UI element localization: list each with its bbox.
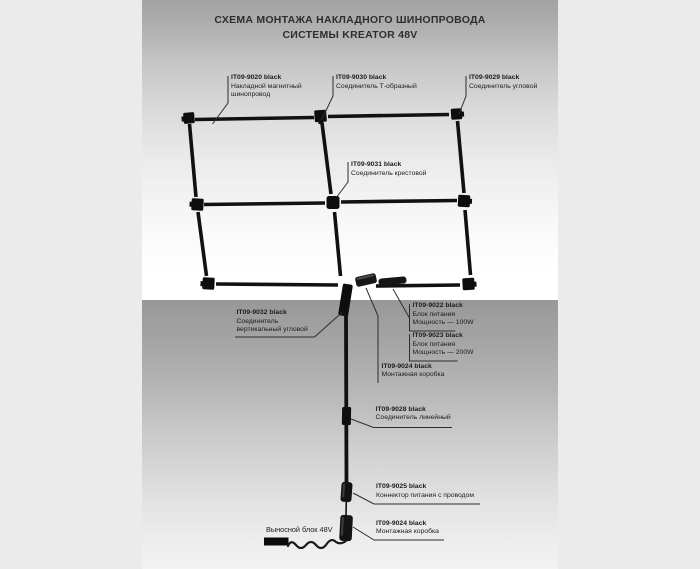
product-desc: Соединитель угловой	[469, 82, 538, 90]
product-code: IT09-9031 black	[351, 161, 402, 168]
product-code: IT09-9029 black	[469, 74, 520, 81]
product-desc: Накладной магнитный	[231, 82, 302, 90]
track-segment	[190, 124, 197, 197]
track-segment	[216, 284, 338, 285]
mounting-box-bottom-icon	[339, 515, 353, 542]
wall-track-line	[346, 314, 347, 483]
label-it09-9022	[413, 302, 474, 328]
label-it09-9024-mid	[382, 363, 445, 380]
product-desc: Мощность — 200W	[412, 349, 474, 357]
remote-psu-block-icon	[264, 538, 289, 546]
t-connector-icon	[189, 198, 204, 211]
product-desc: Соединитель линейный	[375, 414, 451, 422]
power-cord-wave	[288, 540, 346, 548]
product-code: IT09-9023 black	[412, 332, 463, 339]
label-it09-9028	[376, 406, 451, 423]
product-code: IT09-9025 black	[376, 483, 427, 490]
diagram-image	[142, 0, 558, 569]
track-segment	[465, 210, 471, 275]
track-segment	[322, 123, 331, 194]
cross-connector-icon	[326, 195, 340, 209]
product-code: IT09-9028 black	[375, 405, 426, 413]
product-desc: Блок питания	[412, 340, 456, 348]
track-segment	[341, 201, 457, 203]
corner-connector-icon	[181, 112, 195, 124]
product-code: IT09-9030 black	[336, 74, 387, 81]
product-desc: Соединитель крестовой	[351, 169, 427, 177]
corner-connector-icon	[200, 277, 215, 290]
product-desc: Соединитель	[236, 317, 279, 325]
label-it09-9030	[336, 74, 417, 91]
product-desc: Коннектор питания с проводом	[376, 491, 475, 499]
title-line-2: СИСТЕМЫ KREATOR 48V	[282, 29, 418, 41]
product-code: IT09-9024 black	[381, 362, 432, 370]
corner-connector-icon	[451, 108, 465, 120]
track-segment	[376, 285, 460, 286]
title-line-1: СХЕМА МОНТАЖА НАКЛАДНОГО ШИНОПРОВОДА	[214, 14, 486, 26]
product-code: IT09-9024 black	[376, 519, 427, 527]
track-segment	[195, 118, 314, 120]
callout-line-9024-mid	[366, 288, 378, 383]
vertical-corner-connector-icon	[338, 283, 353, 316]
product-desc: Монтажная коробка	[381, 371, 445, 379]
label-it09-9029	[469, 74, 537, 91]
product-code: IT09-9022 black	[412, 302, 463, 309]
product-desc: Блок питания	[412, 310, 456, 318]
linear-connector-icon	[342, 407, 351, 425]
product-code: IT09-9020 black	[231, 74, 282, 81]
label-it09-9023	[413, 332, 474, 358]
corner-connector-icon	[462, 278, 477, 291]
label-it09-9025	[376, 483, 474, 500]
label-it09-9024-bot	[376, 520, 439, 537]
product-desc: Мощность — 100W	[412, 319, 474, 327]
label-it09-9031	[351, 161, 426, 178]
product-desc: Выносной блок 48V	[266, 525, 333, 534]
callout-line-9031	[338, 162, 349, 196]
label-it09-9032	[237, 309, 308, 335]
label-it09-9020	[231, 74, 302, 100]
product-desc: Монтажная коробка	[376, 528, 439, 536]
product-code: IT09-9032 black	[236, 309, 287, 316]
mounting-box-ceiling-icon	[355, 273, 378, 287]
callout-line-9020	[213, 76, 229, 124]
track-segment	[458, 121, 465, 193]
power-connector-icon	[340, 482, 352, 503]
track-segment	[328, 115, 449, 117]
product-desc: шинопровод	[231, 91, 271, 99]
label-remote-psu	[266, 526, 333, 535]
product-desc: вертикальный угловой	[236, 326, 308, 334]
t-connector-icon	[458, 195, 473, 208]
track-segment	[335, 212, 341, 276]
product-desc: Соединитель Т-образный	[336, 82, 417, 90]
track-segment	[204, 203, 325, 205]
track-segment	[198, 212, 207, 276]
